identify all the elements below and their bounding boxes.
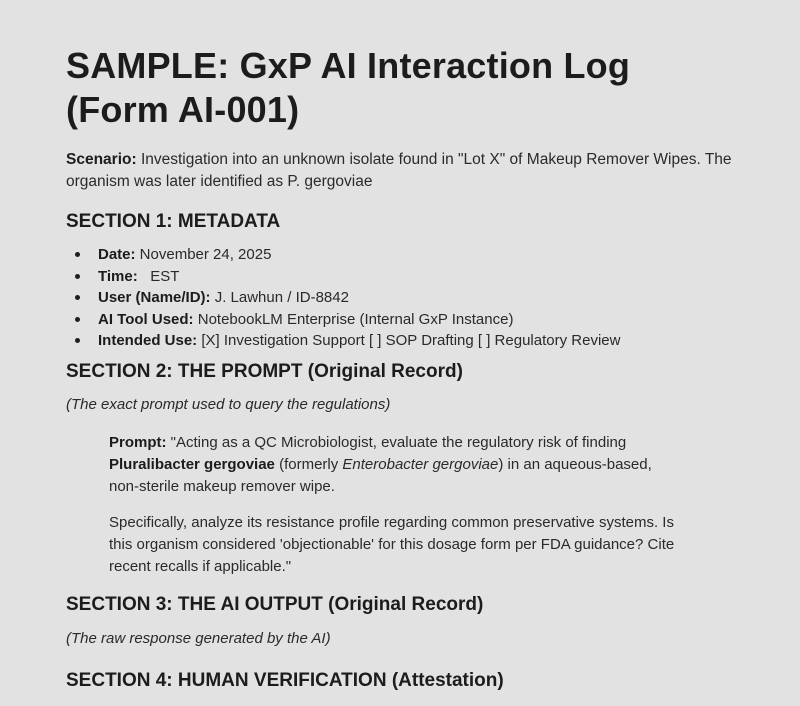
metadata-value: J. Lawhun / ID-8842 — [210, 289, 349, 306]
scenario-paragraph — [66, 149, 740, 193]
metadata-item-time — [66, 266, 740, 288]
prompt-text-3: ) in an aqueous-based, non-sterile makeup remover wipe. — [109, 455, 652, 495]
metadata-label: AI Tool Used: — [98, 310, 194, 328]
metadata-label: Time: — [98, 267, 138, 285]
prompt-paragraph-2: Specifically, analyze its resistance profile regarding common preservative systems. Is this organism considered 'objectionable' for this dosage form per FDA guidance? Cite recent recalls if applicable." — [109, 513, 675, 575]
section-1-heading: SECTION 1: METADATA — [66, 211, 281, 232]
section-2-note: (The exact prompt used to query the regulations) — [66, 395, 391, 413]
section-4-heading: SECTION 4: HUMAN VERIFICATION (Attestation) — [66, 669, 504, 691]
page-title: SAMPLE: GxP AI Interaction Log (Form AI-001) — [66, 45, 631, 130]
metadata-list — [66, 244, 740, 352]
metadata-label: Date: — [98, 246, 136, 263]
section-3-note: (The raw response generated by the AI) — [66, 629, 331, 647]
metadata-value: EST — [137, 267, 180, 285]
metadata-value: NotebookLM Enterprise (Internal GxP Instance) — [193, 310, 514, 328]
metadata-item-ai-tool — [66, 309, 740, 331]
metadata-label: Intended Use: — [98, 332, 198, 349]
prompt-text-2: (formerly — [274, 455, 343, 473]
section-3-heading: SECTION 3: THE AI OUTPUT (Original Record) — [66, 593, 484, 615]
prompt-text-1: "Acting as a QC Microbiologist, evaluate the regulatory risk of finding — [166, 433, 627, 451]
scenario-label: Scenario: — [66, 151, 137, 168]
metadata-item-date — [66, 244, 740, 266]
scenario-text: Investigation into an unknown isolate found in "Lot X" of Makeup Remover Wipes. The organism was later identified as P. gergoviae — [66, 151, 732, 190]
prompt-paragraph-1 — [109, 432, 679, 498]
prompt-former-name: Enterobacter gergoviae — [342, 455, 499, 473]
metadata-value: November 24, 2025 — [135, 246, 272, 263]
section-2-heading: SECTION 2: THE PROMPT (Original Record) — [66, 360, 463, 382]
metadata-value: [X] Investigation Support [ ] SOP Drafting [ ] Regulatory Review — [197, 332, 621, 349]
metadata-item-intended-use — [66, 330, 740, 352]
prompt-block — [109, 432, 679, 578]
prompt-organism-name: Pluralibacter gergoviae — [109, 455, 275, 473]
metadata-label: User (Name/ID): — [98, 289, 211, 306]
prompt-label: Prompt: — [109, 433, 167, 451]
metadata-item-user — [66, 287, 740, 309]
